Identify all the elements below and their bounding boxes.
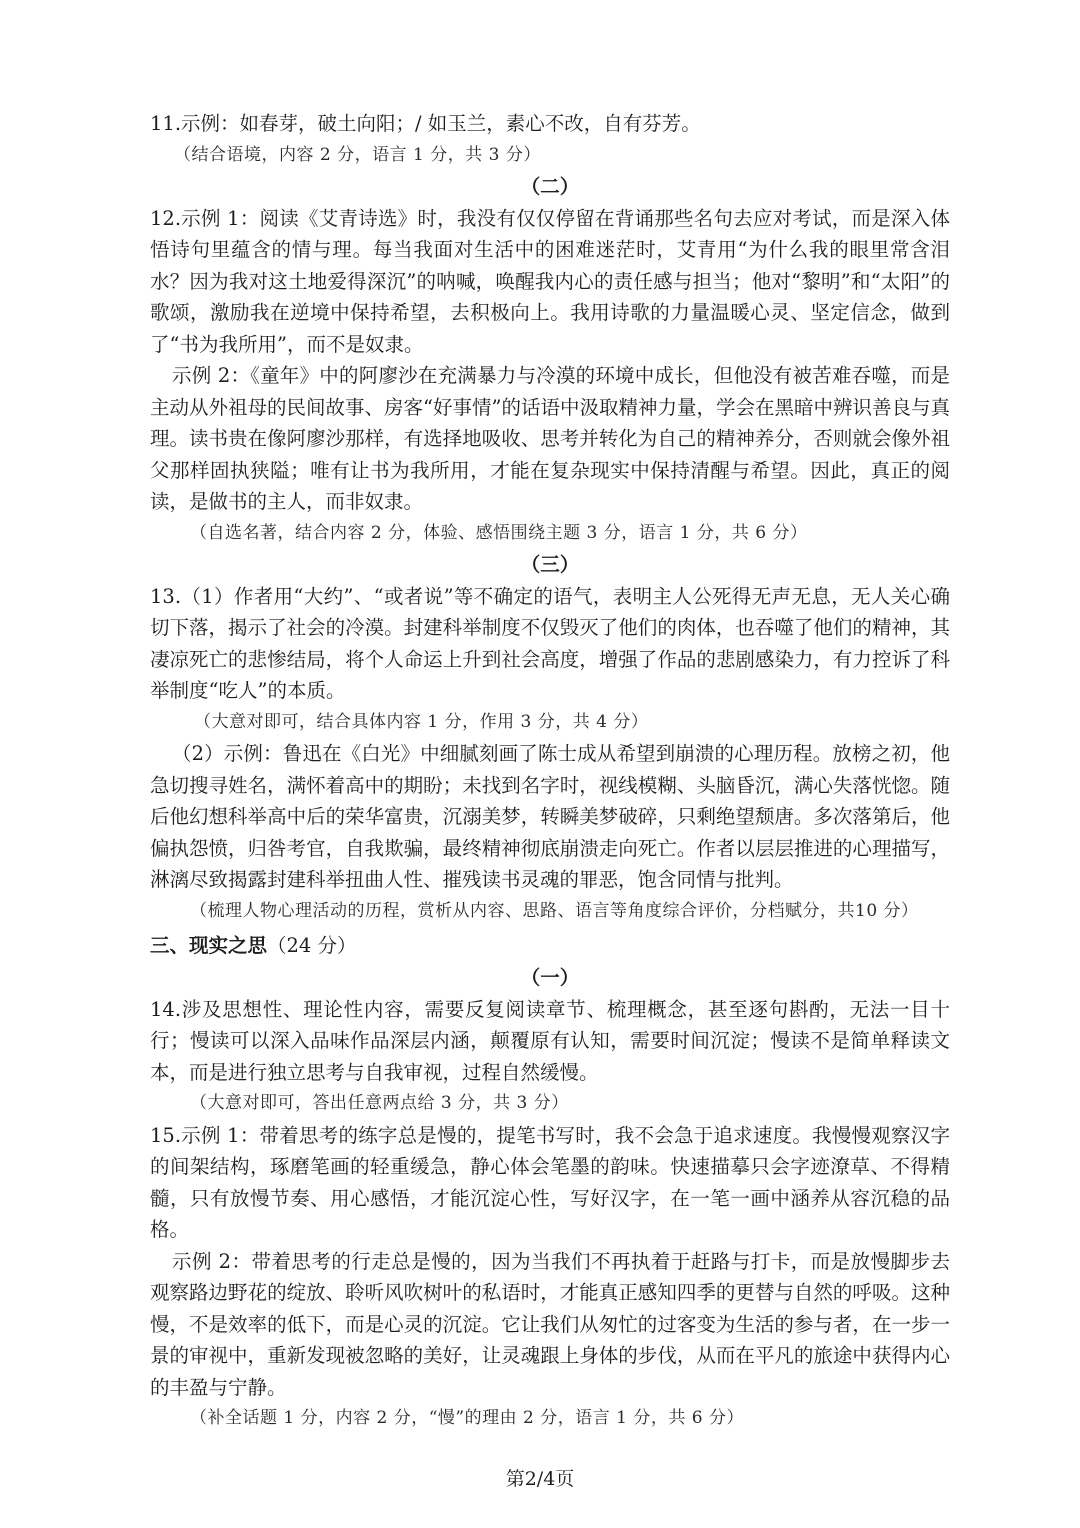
section3-score: （24 分） [267,934,357,957]
q12-example2: 示例 2：《童年》中的阿廖沙在充满暴力与冷漠的环境中成长，但他没有被苦难吞噬，而是主动从外祖母的民间故事、房客“好事情”的话语中汲取精神力量，学会在黑暗中辨识善良与真理。读书贵在像阿廖沙那样，有选择地吸收、思考并转化为自己的精神养分，否则就会像外祖父那样固执狭隘；唯有让书为我所用，才能在复杂现实中保持清醒与希望。因此，真正的阅读，是做书的主人，而非奴隶。 [150,364,950,513]
answer-content [150,108,950,1435]
q12-scoring-note: （自选名著，结合内容 2 分，体验、感悟围绕主题 3 分，语言 1 分，共 6 分） [190,522,808,543]
q15-example2: 示例 2：带着思考的行走总是慢的，因为当我们不再执着于赶路与打卡，而是放慢脚步去观察路边野花的绽放、聆听风吹树叶的私语时，才能真正感知四季的更替与自然的呼吸。这种慢，不是效率的低下，而是心灵的沉淀。它让我们从匆忙的过客变为生活的参与者，在一步一景的审视中，重新发现被忽略的美好，让灵魂跟上身体的步伐，从而在平凡的旅途中获得内心的丰盈与宁静。 [150,1249,950,1399]
q11-scoring-note: （结合语境，内容 2 分，语言 1 分，共 3 分） [174,144,541,165]
page-number: 第2/4页 [505,1468,575,1490]
part2-heading: （二） [520,175,580,198]
q12-example1: 12.示例 1：阅读《艾青诗选》时，我没有仅仅停留在背诵那些名句去应对考试，而是深入体悟诗句里蕴含的情与理。每当我面对生活中的困难迷茫时，艾青用“为什么我的眼里常含泪水？因为我对这土地爱得深沉”的呐喊，唤醒我内心的责任感与担当；他对“黎明”和“太阳”的歌颂，激励我在逆境中保持希望，去积极向上。我用诗歌的力量温暖心灵、坚定信念，做到了“书为我所用”，而不是奴隶。 [150,206,950,356]
section3-title-text: 三、现实之思 [150,934,268,957]
q11-answer: 11.示例：如春芽，破土向阳；/ 如玉兰，素心不改，自有芬芳。 [150,112,701,135]
section3-title [150,929,950,962]
q15-example1: 15.示例 1：带着思考的练字总是慢的，提笔书写时，我不会急于追求速度。我慢慢观察汉字的间架结构，琢磨笔画的轻重缓急，静心体会笔墨的韵味。快速描摹只会字迹潦草、不得精髓，只有放慢节奏、用心感悟，才能沉淀心性，写好汉字，在一笔一画中涵养从容沉稳的品格。 [150,1123,950,1241]
q13-sub1: 13.（1）作者用“大约”、“或者说”等不确定的语气，表明主人公死得无声无息，无人关心确切下落，揭示了社会的冷漠。封建科举制度不仅毁灭了他们的肉体，也吞噬了他们的精神，其凄凉死亡的悲惨结局，将个人命运上升到社会高度，增强了作品的悲剧感染力，有力控诉了科举制度“吃人”的本质。 [150,584,950,702]
part1-heading: （一） [520,966,580,989]
q13-sub2: （2）示例：鲁迅在《白光》中细腻刻画了陈士成从希望到崩溃的心理历程。放榜之初，他急切搜寻姓名，满怀着高中的期盼；未找到名字时，视线模糊、头脑昏沉，满心失落恍惚。随后他幻想科举高中后的荣华富贵，沉溺美梦，转瞬美梦破碎，只剩绝望颓唐。多次落第后，他偏执怨愤，归咎考官，自我欺骗，最终精神彻底崩溃走向死亡。作者以层层推进的心理描写，淋漓尽致揭露封建科举扭曲人性、摧残读书灵魂的罪恶，饱含同情与批判。 [150,742,950,891]
part3-heading: （三） [520,553,580,576]
q13-sub2-scoring-note: （梳理人物心理活动的历程，赏析从内容、思路、语言等角度综合评价，分档赋分，共10 分） [190,900,919,921]
q14-scoring-note: （大意对即可，答出任意两点给 3 分，共 3 分） [190,1093,569,1113]
q13-sub1-scoring-note: （大意对即可，结合具体内容 1 分，作用 3 分，共 4 分） [194,711,649,732]
q14-answer: 14.涉及思想性、理论性内容，需要反复阅读章节、梳理概念，甚至逐句斟酌，无法一目十行；慢读可以深入品味作品深层内涵，颠覆原有认知，需要时间沉淀；慢读不是简单释读文本，而是进行独立思考与自我审视，过程自然缓慢。 [150,997,950,1084]
q15-scoring-note: （补全话题 1 分，内容 2 分，“慢”的理由 2 分，语言 1 分，共 6 分） [190,1408,744,1428]
